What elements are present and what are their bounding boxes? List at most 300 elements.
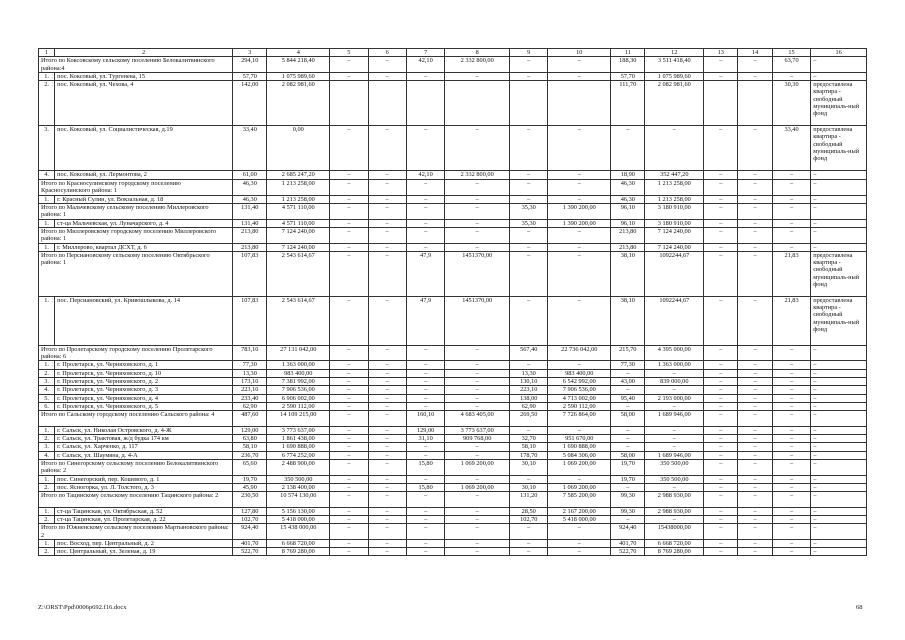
cell-c6: – — [368, 227, 406, 243]
cell-c14: – — [738, 126, 772, 171]
table-row — [39, 361, 867, 369]
cell-c12: 7 124 240,00 — [645, 243, 704, 251]
cell-c6: – — [368, 507, 406, 515]
cell-c16: – — [811, 57, 867, 73]
cell-c10: 2 590 112,00 — [548, 402, 611, 410]
cell-c4: 1 075 989,60 — [267, 72, 330, 80]
cell-c5: – — [330, 483, 368, 491]
cell-c11: 99,30 — [611, 492, 645, 508]
cell-c6: – — [368, 296, 406, 345]
cell-c12: 1 689 946,00 — [645, 451, 704, 459]
address-cell: пос. Коксовый, ул. Лермонтова, 2 — [55, 171, 233, 180]
cell-c4: 2 685 247,20 — [267, 171, 330, 180]
cell-c16: – — [811, 361, 867, 369]
cell-c10: 1 690 888,00 — [548, 443, 611, 451]
table-row — [39, 475, 867, 483]
cell-c10: 6 542 992,00 — [548, 378, 611, 386]
cell-c3: 61,00 — [233, 171, 267, 180]
cell-c7: – — [406, 539, 444, 547]
cell-c4: 2 543 614,67 — [267, 251, 330, 296]
cell-c5: – — [330, 515, 368, 523]
cell-c14: – — [738, 524, 772, 540]
cell-c7: – — [406, 475, 444, 483]
cell-c7: – — [406, 243, 444, 251]
cell-c10 — [548, 81, 611, 126]
cell-c15: – — [772, 394, 810, 402]
cell-c16: – — [811, 378, 867, 386]
cell-c7: – — [406, 451, 444, 459]
cell-c8: – — [445, 492, 510, 508]
cell-c7: – — [406, 227, 444, 243]
cell-c13: – — [704, 195, 738, 203]
cell-c6: – — [368, 180, 406, 196]
address-cell: пос. Коксовый, ул. Тургенева, 15 — [55, 72, 233, 80]
cell-c10: 1 390 200,00 — [548, 204, 611, 220]
cell-c3: 142,00 — [233, 81, 267, 126]
cell-c4: 2 138 400,00 — [267, 483, 330, 491]
cell-c5: – — [330, 126, 368, 171]
header-cell: 3 — [233, 49, 267, 57]
cell-c9: – — [510, 361, 548, 369]
resettlement-table — [38, 48, 867, 556]
row-number: 1. — [39, 219, 55, 227]
cell-c16: – — [811, 492, 867, 508]
address-cell: пос. Восход, пер. Центральный, д. 2 — [55, 539, 233, 547]
cell-c15: – — [772, 369, 810, 377]
cell-c16: предоставлена квартира - свободный муниципаль-ный фонд — [811, 296, 867, 345]
cell-c13: – — [704, 402, 738, 410]
table-row — [39, 515, 867, 523]
cell-c9: 223,10 — [510, 386, 548, 394]
cell-c3: 924,40 — [233, 524, 267, 540]
cell-c10: – — [548, 475, 611, 483]
cell-c14 — [738, 81, 772, 126]
table-row — [39, 394, 867, 402]
cell-c8: – — [445, 515, 510, 523]
cell-c5: – — [330, 227, 368, 243]
cell-c14: – — [738, 426, 772, 434]
cell-c3: 46,30 — [233, 180, 267, 196]
address-cell: пос. Центральный, ул. Зеленая, д. 19 — [55, 548, 233, 556]
cell-c3: 401,70 — [233, 539, 267, 547]
cell-c3: 46,30 — [233, 195, 267, 203]
cell-c7: 31,10 — [406, 435, 444, 443]
cell-c4: 15 438 000,00 — [267, 524, 330, 540]
table-row — [39, 507, 867, 515]
cell-c11: 46,30 — [611, 195, 645, 203]
cell-c15: – — [772, 195, 810, 203]
cell-c8: 2 332 800,00 — [445, 57, 510, 73]
cell-c7: – — [406, 195, 444, 203]
cell-c16: – — [811, 243, 867, 251]
cell-c9: – — [510, 475, 548, 483]
cell-c4: 6 668 720,00 — [267, 539, 330, 547]
cell-c10: – — [548, 426, 611, 434]
cell-c14: – — [738, 171, 772, 180]
subtotal-label: Итого по Тацинскому сельскому поселению Тацинского района: 2 — [39, 492, 233, 508]
cell-c6: – — [368, 515, 406, 523]
cell-c13: – — [704, 394, 738, 402]
cell-c9: – — [510, 171, 548, 180]
cell-c5: – — [330, 195, 368, 203]
subtotal-row — [39, 180, 867, 196]
row-number: 3. — [39, 126, 55, 171]
cell-c9: – — [510, 57, 548, 73]
cell-c7: 42,10 — [406, 171, 444, 180]
cell-c15: – — [772, 386, 810, 394]
cell-c16: – — [811, 227, 867, 243]
cell-c9: 28,50 — [510, 507, 548, 515]
cell-c15: – — [772, 524, 810, 540]
cell-c8: – — [445, 539, 510, 547]
cell-c14: – — [738, 492, 772, 508]
cell-c13: – — [704, 443, 738, 451]
cell-c3: 63,80 — [233, 435, 267, 443]
cell-c14: – — [738, 443, 772, 451]
cell-c11: 213,80 — [611, 243, 645, 251]
address-cell: г. Красный Сулин, ул. Вокзальная, д. 18 — [55, 195, 233, 203]
cell-c5: – — [330, 411, 368, 427]
cell-c9: – — [510, 296, 548, 345]
cell-c16: – — [811, 524, 867, 540]
subtotal-label: Итого по Пролетарскому городскому поселению Пролетарского района: 6 — [39, 345, 233, 361]
cell-c3: 230,50 — [233, 492, 267, 508]
table-row — [39, 378, 867, 386]
footer-file-path: Z:\ORST\Ppd\0006p692.f16.docx — [38, 604, 127, 611]
cell-c13: – — [704, 524, 738, 540]
cell-c5: – — [330, 435, 368, 443]
cell-c4: 1 363 000,00 — [267, 361, 330, 369]
cell-c16: – — [811, 195, 867, 203]
cell-c4: 0,00 — [267, 126, 330, 171]
cell-c13: – — [704, 72, 738, 80]
cell-c9: 35,30 — [510, 204, 548, 220]
cell-c14: – — [738, 459, 772, 475]
subtotal-row — [39, 345, 867, 361]
cell-c7: – — [406, 507, 444, 515]
cell-c8 — [445, 81, 510, 126]
row-number: 2. — [39, 369, 55, 377]
cell-c16: предоставлена квартира - свободный муниципаль-ный фонд — [811, 126, 867, 171]
cell-c5: – — [330, 296, 368, 345]
cell-c6: – — [368, 492, 406, 508]
cell-c6: – — [368, 386, 406, 394]
cell-c16: – — [811, 443, 867, 451]
cell-c11: 46,30 — [611, 180, 645, 196]
cell-c15: – — [772, 402, 810, 410]
cell-c14: – — [738, 204, 772, 220]
cell-c6: – — [368, 435, 406, 443]
cell-c15: – — [772, 345, 810, 361]
row-number: 1. — [39, 361, 55, 369]
header-cell: 13 — [704, 49, 738, 57]
cell-c13: – — [704, 369, 738, 377]
address-cell: г. Сальск, ул. Николая Островского, д. 4-Ж — [55, 426, 233, 434]
cell-c16: – — [811, 507, 867, 515]
row-number: 2. — [39, 483, 55, 491]
cell-c14: – — [738, 451, 772, 459]
cell-c16: – — [811, 435, 867, 443]
cell-c5: – — [330, 171, 368, 180]
cell-c12: – — [645, 386, 704, 394]
cell-c12: 8 769 280,00 — [645, 548, 704, 556]
cell-c5: – — [330, 524, 368, 540]
cell-c8: – — [445, 378, 510, 386]
table-row — [39, 81, 867, 126]
cell-c7: 47,9 — [406, 251, 444, 296]
row-number: 3. — [39, 378, 55, 386]
cell-c3: 294,10 — [233, 57, 267, 73]
cell-c10: 951 670,00 — [548, 435, 611, 443]
cell-c13: – — [704, 515, 738, 523]
cell-c8: 909 768,00 — [445, 435, 510, 443]
cell-c6: – — [368, 402, 406, 410]
cell-c8: – — [445, 475, 510, 483]
header-cell: 16 — [811, 49, 867, 57]
cell-c10: 2 167 200,00 — [548, 507, 611, 515]
cell-c12: 1 213 258,00 — [645, 180, 704, 196]
subtotal-label: Итого по Южненскому сельскому поселению Мартыновского района: 2 — [39, 524, 233, 540]
cell-c8: – — [445, 345, 510, 361]
cell-c13: – — [704, 475, 738, 483]
cell-c4: 1 213 258,00 — [267, 195, 330, 203]
cell-c6: – — [368, 539, 406, 547]
cell-c12: 839 000,00 — [645, 378, 704, 386]
cell-c8: – — [445, 451, 510, 459]
address-cell: г. Сальск, ул. Харченко, д. 117 — [55, 443, 233, 451]
cell-c13: – — [704, 426, 738, 434]
cell-c7: – — [406, 378, 444, 386]
cell-c11: 188,30 — [611, 57, 645, 73]
cell-c12: 2 988 930,00 — [645, 507, 704, 515]
cell-c14: – — [738, 345, 772, 361]
subtotal-label: Итого по Коксовскому сельскому поселению Белокалитвинского района:4 — [39, 57, 233, 73]
cell-c7: 129,00 — [406, 426, 444, 434]
cell-c9: 30,10 — [510, 459, 548, 475]
cell-c14: – — [738, 507, 772, 515]
cell-c12: 4 395 000,00 — [645, 345, 704, 361]
address-cell: г. Пролетарск, ул. Черняховского, д. 3 — [55, 386, 233, 394]
subtotal-label: Итого по Миллеровскому городскому поселению Миллеровского района: 1 — [39, 227, 233, 243]
cell-c14: – — [738, 57, 772, 73]
cell-c11: 19,70 — [611, 475, 645, 483]
cell-c10: – — [548, 72, 611, 80]
cell-c12: – — [645, 515, 704, 523]
subtotal-row — [39, 57, 867, 73]
cell-c16: – — [811, 204, 867, 220]
cell-c10: 7 906 536,00 — [548, 386, 611, 394]
cell-c12: 2 193 000,00 — [645, 394, 704, 402]
cell-c9: – — [510, 243, 548, 251]
cell-c15: – — [772, 411, 810, 427]
cell-c15: – — [772, 72, 810, 80]
cell-c8: 3 773 637,00 — [445, 426, 510, 434]
cell-c11: – — [611, 515, 645, 523]
table-row — [39, 539, 867, 547]
cell-c10: – — [548, 548, 611, 556]
cell-c9: – — [510, 426, 548, 434]
cell-c14: – — [738, 227, 772, 243]
cell-c5: – — [330, 219, 368, 227]
row-number: 1. — [39, 475, 55, 483]
cell-c10: – — [548, 195, 611, 203]
cell-c5: – — [330, 251, 368, 296]
cell-c10: 4 713 002,00 — [548, 394, 611, 402]
cell-c5: – — [330, 361, 368, 369]
row-number: 2. — [39, 515, 55, 523]
cell-c11: – — [611, 443, 645, 451]
cell-c7: – — [406, 402, 444, 410]
cell-c8: – — [445, 195, 510, 203]
cell-c7: – — [406, 369, 444, 377]
cell-c7: – — [406, 219, 444, 227]
table-row — [39, 126, 867, 171]
cell-c15: – — [772, 459, 810, 475]
cell-c13: – — [704, 57, 738, 73]
cell-c12: – — [645, 443, 704, 451]
cell-c7: 47,9 — [406, 296, 444, 345]
table-row — [39, 386, 867, 394]
cell-c5: – — [330, 378, 368, 386]
cell-c15: – — [772, 443, 810, 451]
cell-c7: – — [406, 548, 444, 556]
cell-c11: – — [611, 402, 645, 410]
cell-c8: – — [445, 219, 510, 227]
row-number: 1. — [39, 243, 55, 251]
cell-c5: – — [330, 180, 368, 196]
cell-c12: 3 511 418,40 — [645, 57, 704, 73]
cell-c12: 6 668 720,00 — [645, 539, 704, 547]
cell-c15: – — [772, 435, 810, 443]
cell-c6: – — [368, 171, 406, 180]
cell-c8: – — [445, 243, 510, 251]
cell-c3: 33,40 — [233, 126, 267, 171]
cell-c5: – — [330, 386, 368, 394]
cell-c14: – — [738, 361, 772, 369]
row-number: 2. — [39, 435, 55, 443]
cell-c12: 7 124 240,00 — [645, 227, 704, 243]
header-cell: 4 — [267, 49, 330, 57]
cell-c9: – — [510, 227, 548, 243]
cell-c4: 14 109 215,00 — [267, 411, 330, 427]
cell-c4: 2 590 112,00 — [267, 402, 330, 410]
cell-c10: 1 069 200,00 — [548, 459, 611, 475]
address-cell: ст-ца Мальчевская, ул. Луначарского, д. 4 — [55, 219, 233, 227]
cell-c4: 983 400,00 — [267, 369, 330, 377]
table-row — [39, 219, 867, 227]
cell-c16: – — [811, 394, 867, 402]
cell-c13: – — [704, 126, 738, 171]
cell-c14: – — [738, 411, 772, 427]
cell-c16: предоставлена квартира - свободный муниципаль-ный фонд — [811, 251, 867, 296]
address-cell: пос. Синегорский, пер. Кошевого, д. 1 — [55, 475, 233, 483]
cell-c6: – — [368, 378, 406, 386]
cell-c3: 522,70 — [233, 548, 267, 556]
cell-c4: 7 906 536,00 — [267, 386, 330, 394]
cell-c16: – — [811, 539, 867, 547]
cell-c6: – — [368, 204, 406, 220]
cell-c12: – — [645, 402, 704, 410]
cell-c9: 62,90 — [510, 402, 548, 410]
subtotal-row — [39, 524, 867, 540]
cell-c7: – — [406, 443, 444, 451]
cell-c8: 1 069 200,00 — [445, 459, 510, 475]
cell-c13: – — [704, 219, 738, 227]
cell-c6: – — [368, 57, 406, 73]
cell-c5: – — [330, 475, 368, 483]
cell-c9: – — [510, 195, 548, 203]
cell-c12: – — [645, 435, 704, 443]
cell-c11: 58,00 — [611, 451, 645, 459]
cell-c14: – — [738, 548, 772, 556]
cell-c8: 1451370,00 — [445, 296, 510, 345]
footer-page-number: 68 — [856, 604, 863, 611]
cell-c3: 129,00 — [233, 426, 267, 434]
cell-c15: – — [772, 219, 810, 227]
cell-c3: 19,70 — [233, 475, 267, 483]
cell-c12: 352 447,20 — [645, 171, 704, 180]
cell-c15: – — [772, 378, 810, 386]
cell-c7: – — [406, 515, 444, 523]
cell-c14: – — [738, 243, 772, 251]
row-number: 2. — [39, 81, 55, 126]
cell-c7: 15,80 — [406, 483, 444, 491]
cell-c11: 43,00 — [611, 378, 645, 386]
cell-c3: 236,70 — [233, 451, 267, 459]
cell-c8: – — [445, 227, 510, 243]
cell-c13 — [704, 81, 738, 126]
cell-c9: – — [510, 251, 548, 296]
cell-c4: 2 488 900,00 — [267, 459, 330, 475]
row-number: 4. — [39, 171, 55, 180]
cell-c7: 160,10 — [406, 411, 444, 427]
cell-c6 — [368, 81, 406, 126]
header-cell: 5 — [330, 49, 368, 57]
cell-c16: – — [811, 369, 867, 377]
subtotal-row — [39, 251, 867, 296]
address-cell: пос. Ясногорка, ул. Л. Толстого, д. 3 — [55, 483, 233, 491]
table-row — [39, 243, 867, 251]
address-cell: г. Пролетарск, ул. Черняховского, д. 4 — [55, 394, 233, 402]
cell-c8: – — [445, 394, 510, 402]
row-number: 3. — [39, 443, 55, 451]
cell-c9 — [510, 81, 548, 126]
address-cell: г. Пролетарск, ул. Черняховского, д. 2 — [55, 378, 233, 386]
cell-c16: – — [811, 219, 867, 227]
subtotal-row — [39, 204, 867, 220]
cell-c6: – — [368, 475, 406, 483]
cell-c3: 131,40 — [233, 219, 267, 227]
cell-c4: 7 381 992,00 — [267, 378, 330, 386]
cell-c16: – — [811, 475, 867, 483]
row-number: 1. — [39, 507, 55, 515]
cell-c10: 5 084 306,00 — [548, 451, 611, 459]
cell-c10: – — [548, 361, 611, 369]
cell-c8: 1 069 200,00 — [445, 483, 510, 491]
table-row — [39, 483, 867, 491]
cell-c15: – — [772, 515, 810, 523]
cell-c15: – — [772, 361, 810, 369]
cell-c10: – — [548, 57, 611, 73]
cell-c6: – — [368, 394, 406, 402]
table-row — [39, 426, 867, 434]
cell-c14: – — [738, 72, 772, 80]
cell-c6: – — [368, 548, 406, 556]
cell-c16: – — [811, 483, 867, 491]
header-cell: 6 — [368, 49, 406, 57]
cell-c9: 58,10 — [510, 443, 548, 451]
cell-c12: 3 180 910,00 — [645, 204, 704, 220]
